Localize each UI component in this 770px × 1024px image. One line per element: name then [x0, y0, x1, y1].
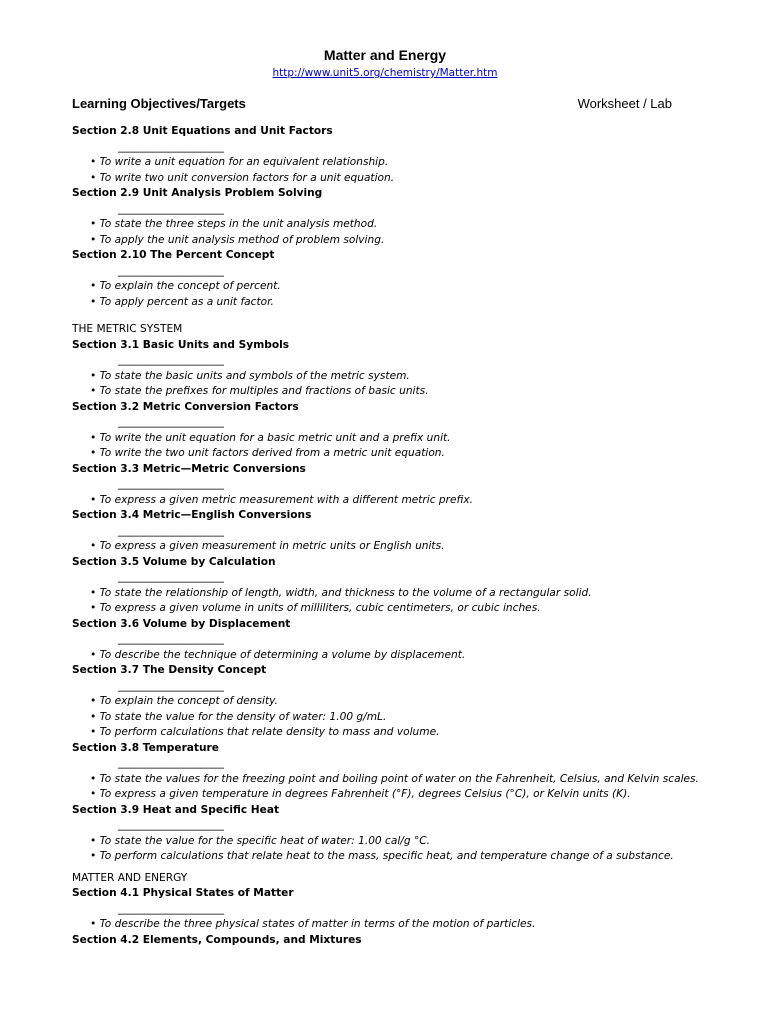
answer-blank: ____________________	[118, 633, 224, 645]
answer-blank: ____________________	[118, 202, 224, 215]
worksheet-lab-heading: Worksheet / Lab	[577, 96, 672, 111]
source-link[interactable]: http://www.unit5.org/chemistry/Matter.htm	[272, 67, 498, 79]
objective-item: • To express a given temperature in degrees Fahrenheit (°F), degrees Celsius (°C), or Kelvin units (K).	[90, 788, 631, 800]
section-title: Section 4.2 Elements, Compounds, and Mixtures	[72, 933, 362, 946]
objective-item: • To state the relationship of length, width, and thickness to the volume of a rectangular solid.	[90, 586, 592, 599]
answer-blank: ____________________	[118, 264, 224, 277]
answer-blank: ____________________	[118, 571, 224, 583]
objective-item: • To explain the concept of percent.	[90, 280, 281, 292]
section-title: Section 3.4 Metric—English Conversions	[72, 509, 312, 521]
objective-item: • To describe the three physical states of matter in terms of the motion of particles.	[90, 918, 536, 930]
objectives-heading: Learning Objectives/Targets	[72, 96, 246, 111]
objective-item: • To apply the unit analysis method of problem solving.	[90, 233, 385, 246]
objective-item: • To state the value for the specific heat of water: 1.00 cal/g °C.	[90, 834, 431, 847]
objective-item: • To explain the concept of density.	[90, 695, 278, 707]
objectives-list	[72, 124, 722, 948]
section-title: Section 3.9 Heat and Specific Heat	[72, 803, 280, 816]
answer-blank: ____________________	[118, 354, 224, 366]
section-title: Section 3.7 The Density Concept	[72, 664, 267, 676]
page-title: Matter and Energy	[323, 47, 447, 63]
objective-item: • To perform calculations that relate density to mass and volume.	[90, 726, 440, 738]
section-title: Section 2.9 Unit Analysis Problem Solving	[72, 187, 323, 199]
objective-item: • To state the basic units and symbols of the metric system.	[90, 369, 410, 382]
answer-blank: ____________________	[118, 416, 224, 428]
group-heading-metric: THE METRIC SYSTEM	[72, 323, 183, 335]
section-title: Section 2.10 The Percent Concept	[72, 249, 275, 261]
objective-item: • To describe the technique of determining a volume by displacement.	[90, 648, 466, 661]
objective-item: • To express a given metric measurement with a different metric prefix.	[90, 493, 474, 506]
group-heading-matter: MATTER AND ENERGY	[72, 871, 188, 884]
objective-item: • To perform calculations that relate heat to the mass, specific heat, and temperature change of a substance.	[90, 850, 674, 862]
objective-item: • To state the prefixes for multiples and fractions of basic units.	[90, 385, 429, 397]
section-title: Section 2.8 Unit Equations and Unit Factors	[72, 125, 333, 137]
section-title: Section 3.2 Metric Conversion Factors	[72, 400, 299, 413]
objective-item: • To state the values for the freezing point and boiling point of water on the Fahrenheit, Celsius, and Kelvin scales.	[90, 772, 699, 785]
objective-item: • To state the value for the density of water: 1.00 g/mL.	[90, 710, 387, 723]
answer-blank: ____________________	[118, 524, 224, 537]
objective-item: • To state the three steps in the unit analysis method.	[90, 218, 378, 230]
answer-blank: ____________________	[118, 902, 224, 915]
section-title: Section 4.1 Physical States of Matter	[72, 887, 294, 899]
objective-item: • To express a given measurement in metric units or English units.	[90, 540, 445, 552]
objective-item: • To express a given volume in units of milliliters, cubic centimeters, or cubic inches.	[90, 602, 541, 614]
section-title: Section 3.3 Metric—Metric Conversions	[72, 462, 306, 475]
answer-blank: ____________________	[118, 140, 224, 153]
objective-item: • To write the two unit factors derived from a metric unit equation.	[90, 447, 445, 459]
answer-blank: ____________________	[118, 757, 224, 769]
objective-item: • To write the unit equation for a basic metric unit and a prefix unit.	[90, 431, 451, 444]
objective-item: • To apply percent as a unit factor.	[90, 295, 274, 308]
answer-blank: ____________________	[118, 478, 224, 490]
section-title: Section 3.1 Basic Units and Symbols	[72, 338, 290, 351]
spacer	[72, 310, 722, 322]
objective-item: • To write two unit conversion factors for a unit equation.	[90, 171, 395, 184]
answer-blank: ____________________	[118, 819, 224, 831]
section-title: Section 3.5 Volume by Calculation	[72, 555, 276, 568]
section-title: Section 3.6 Volume by Displacement	[72, 617, 291, 630]
section-title: Section 3.8 Temperature	[72, 741, 219, 754]
objective-item: • To write a unit equation for an equivalent relationship.	[90, 156, 389, 168]
answer-blank: ____________________	[118, 679, 224, 692]
